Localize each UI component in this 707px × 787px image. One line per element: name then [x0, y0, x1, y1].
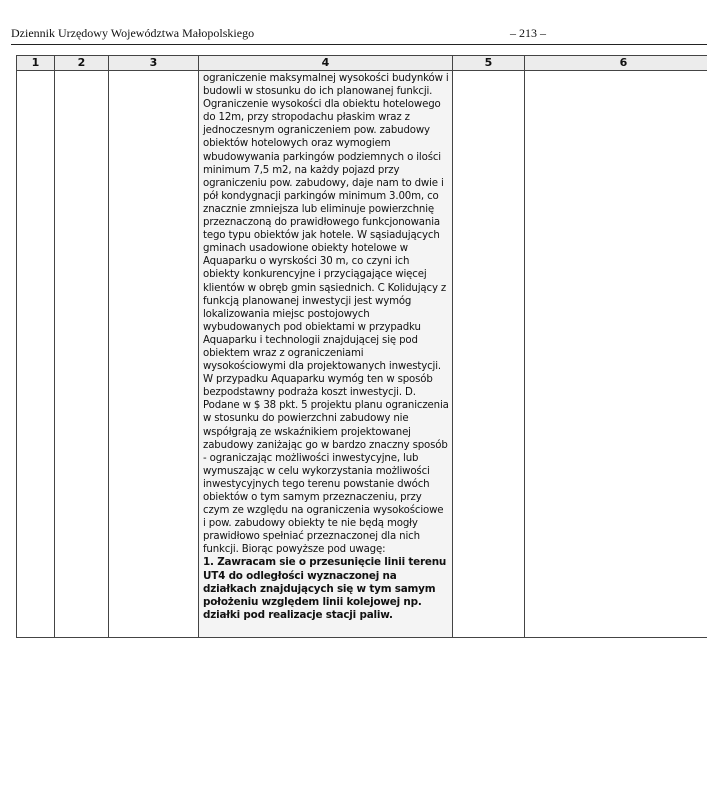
- remark-request: 1. Zawracam sie o przesunięcie linii terenu UT4 do odległości wyznaczonej na działkach znajdujących się w tym samym położeniu względem linii kolejowej np. działki pod realizacje stacji paliw.: [203, 556, 447, 621]
- remark-text: ograniczenie maksymalnej wysokości budynków i budowli w stosunku do ich planowanej funkcji. Ograniczenie wysokości dla obiektu hotelowego do 12m, przy stropodachu płaskim wraz z jednoczesnym ograniczeniem pow. zabudowy obiektów hotelowych oraz wymogiem wbudowywania parkingów podziemnych o ilości minimum 7,5 m2, na każdy pojazd przy ograniczeniu pow. zabudowy, daje nam to dwie i pół kondygnacji parkingów minimum 3.00m, co znacznie zmniejsza lub eliminuje powierzchnię przeznaczoną do prawidłowego funkcjonowania tego typu obiektów jak hotele. W sąsiadujących gminach usadowione obiekty hotelowe w Aquaparku o wyrskości 30 m, co czyni ich obiekty konkurencyjne i przyciągające więcej klientów w obręb gmin sąsiednich. C Kolidujący z funkcją planowanej inwestycji jest wymóg lokalizowania miejsc postojowych wybudowanych pod obiektami w przypadku Aquaparku i technologii znajdującej się pod obiektem wraz z ograniczeniami wysokościowymi dla projektowanych inwestycji. W przypadku Aquaparku wymóg ten w sposób bezpodstawny podraża koszt inwestycji. D. Podane w $ 38 pkt. 5 projektu planu ograniczenia w stosunku do powierzchni zabudowy nie współgrają ze wskaźnikiem projektowanej zabudowy zaniżając go w bardzo znaczny sposób - ograniczając możliwości inwestycyjne, lub wymuszając w celu wykorzystania możliwości inwestycyjnych tego terenu powstanie dwóch obiektów o tym samym przeznaczeniu, przy czym ze względu na ograniczenia wysokościowe i pow. zabudowy obiekty te nie będą mogły prawidłowo spełniać przeznaczonej dla nich funkcji. Biorąc powyższe pod uwagę:: [203, 73, 449, 556]
- column-header-4: 4: [199, 56, 453, 71]
- column-header-1: 1: [17, 56, 55, 71]
- content-table: [16, 55, 707, 638]
- header-rule: [11, 44, 707, 45]
- cell-col6: [525, 71, 707, 638]
- column-header-2: 2: [55, 56, 109, 71]
- column-header-5: 5: [453, 56, 525, 71]
- table-row: [17, 71, 707, 638]
- page-header: [11, 26, 707, 42]
- cell-col2: [55, 71, 109, 638]
- cell-col1: [17, 71, 55, 638]
- journal-title: Dziennik Urzędowy Województwa Małopolskiego: [11, 26, 255, 40]
- page-number: – 213 –: [510, 26, 546, 40]
- column-header-3: 3: [109, 56, 199, 71]
- cell-col5: [453, 71, 525, 638]
- cell-col3: [109, 71, 199, 638]
- table-header-row: [17, 56, 707, 71]
- cell-col4: [199, 71, 453, 638]
- column-header-6: 6: [525, 56, 707, 71]
